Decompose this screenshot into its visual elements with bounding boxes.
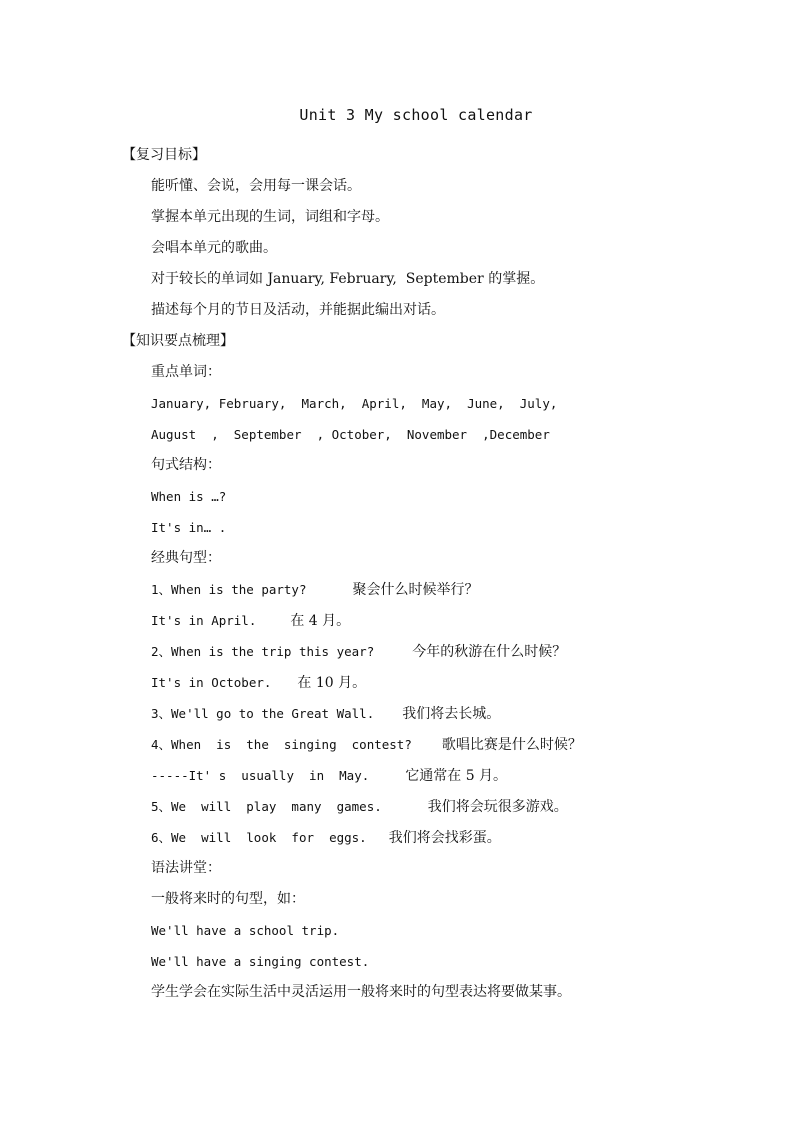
grammar-intro: 一般将来时的句型，如： [151, 891, 305, 907]
classic-sentence-en: It's in April. [151, 613, 257, 628]
classic-sentence [122, 822, 682, 853]
classic-sentence-zh: 聚会什么时候举行？ [352, 582, 479, 598]
classic-sentence-en: 3、We'll go to the Great Wall. [151, 706, 375, 721]
classic-sentence-zh: 我们将去长城。 [402, 706, 501, 722]
review-goal-item: 对于较长的单词如 January, February, September 的掌握。 [151, 271, 545, 287]
document-title: Unit 3 My school calendar [299, 106, 533, 124]
structure-line: When is …? [151, 489, 227, 504]
document-body [122, 140, 682, 1008]
classic-sentence-zh: 在 4 月。 [290, 613, 351, 629]
classic-label: 经典句型： [151, 550, 221, 566]
classic-sentence-zh: 我们将会找彩蛋。 [388, 830, 501, 846]
grammar-summary: 学生学会在实际生活中灵活运用一般将来时的句型表达将要做某事。 [151, 984, 571, 1000]
classic-sentence-zh: 它通常在 5 月。 [405, 768, 508, 784]
vocab-label: 重点单词： [151, 364, 221, 380]
classic-sentence [122, 791, 682, 822]
classic-sentence-en: 1、When is the party? [151, 582, 307, 597]
classic-sentence-en: 4、When is the singing contest? [151, 737, 412, 752]
vocab-line: January, February, March, April, May, June, July, [151, 396, 558, 411]
structure-label: 句式结构： [151, 457, 221, 473]
vocab-line: August , September , October, November ,December [151, 427, 550, 442]
grammar-label: 语法讲堂： [151, 860, 221, 876]
structure-line: It's in… . [151, 520, 227, 535]
classic-sentence-en: 5、We will play many games. [151, 799, 382, 814]
classic-sentence-zh: 我们将会玩很多游戏。 [427, 799, 568, 815]
grammar-example: We'll have a school trip. [151, 923, 340, 938]
classic-sentence [122, 605, 682, 636]
review-goal-item: 描述每个月的节日及活动，并能据此编出对话。 [151, 302, 445, 318]
classic-sentence-zh: 歌唱比赛是什么时候？ [441, 737, 582, 753]
classic-sentence [122, 636, 682, 667]
review-goal-item: 会唱本单元的歌曲。 [151, 240, 277, 256]
classic-sentence [122, 574, 682, 605]
review-goal-item: 掌握本单元出现的生词，词组和字母。 [151, 209, 389, 225]
classic-sentence-en: 6、We will look for eggs. [151, 830, 367, 845]
review-goals-heading: 【复习目标】 [122, 147, 206, 163]
classic-sentence [122, 729, 682, 760]
knowledge-heading: 【知识要点梳理】 [122, 333, 234, 349]
review-goal-item: 能听懂、会说，会用每一课会话。 [151, 178, 361, 194]
grammar-example: We'll have a singing contest. [151, 954, 370, 969]
classic-sentence-en: It's in October. [151, 675, 272, 690]
classic-sentence-en: -----It' s usually in May. [151, 768, 370, 783]
classic-sentence-zh: 今年的秋游在什么时候？ [412, 644, 567, 660]
classic-sentence-zh: 在 10 月。 [297, 675, 367, 691]
classic-sentence [122, 698, 682, 729]
classic-sentence [122, 667, 682, 698]
classic-sentence [122, 760, 682, 791]
classic-sentence-en: 2、When is the trip this year? [151, 644, 375, 659]
